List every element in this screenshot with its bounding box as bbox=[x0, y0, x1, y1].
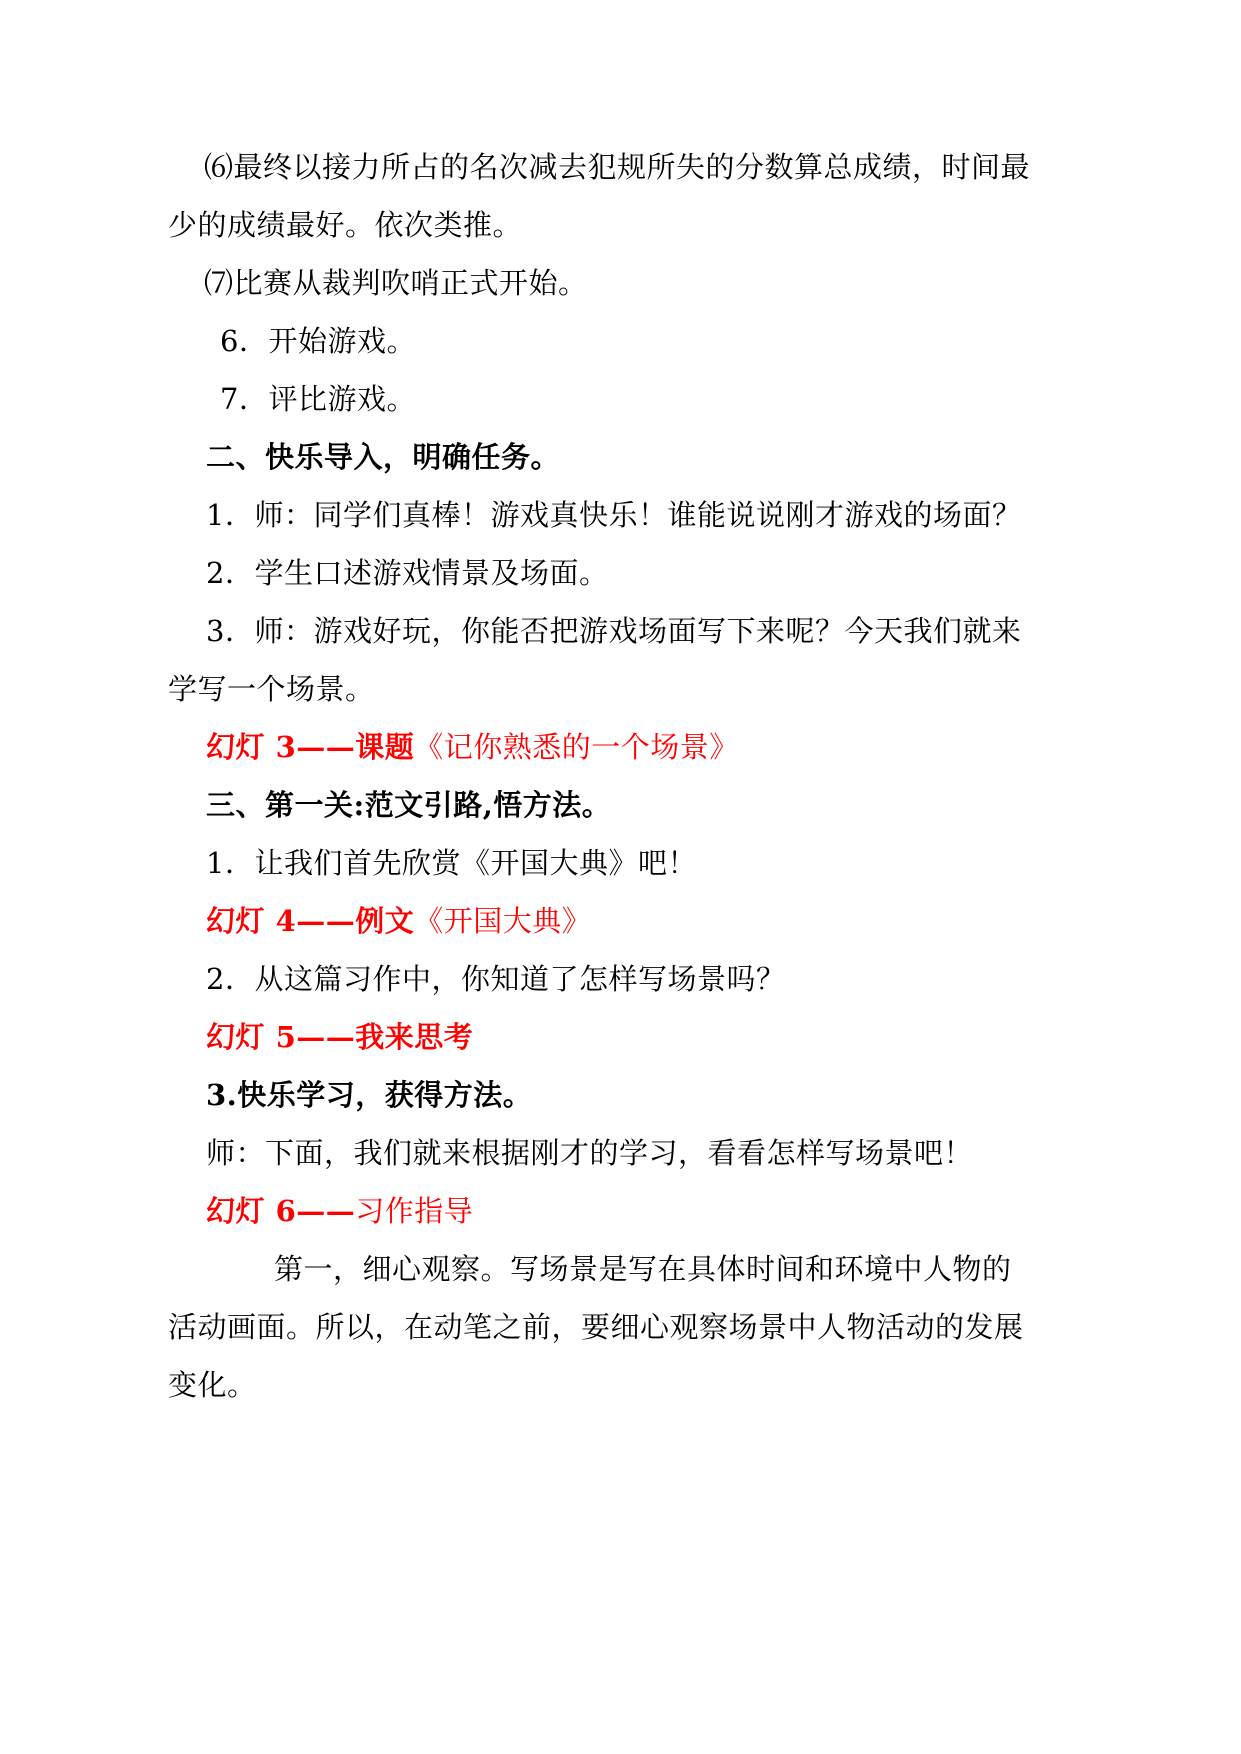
step-7: 7．评比游戏。 bbox=[220, 382, 416, 416]
item-2-question: 2．从这篇习作中，你知道了怎样写场景吗？ bbox=[206, 962, 786, 996]
paragraph-rule-7: ⑺比赛从裁判吹哨正式开始。 bbox=[204, 266, 588, 300]
slide-6-caption bbox=[206, 1191, 473, 1231]
slide-3-title: 《记你熟悉的一个场景》 bbox=[414, 730, 739, 764]
slide-3-caption bbox=[206, 727, 739, 767]
section-heading-2: 二、快乐导入，明确任务。 bbox=[206, 440, 561, 474]
slide-5-caption: 幻灯 5——我来思考 bbox=[206, 1020, 474, 1054]
slide-4-label: 幻灯 4——例文 bbox=[206, 904, 415, 938]
item-1-teacher: 1．师：同学们真棒！游戏真快乐！谁能说说刚才游戏的场面？ bbox=[206, 498, 1022, 532]
section-heading-3-1: 3.快乐学习，获得方法。 bbox=[206, 1078, 533, 1112]
step-6: 6．开始游戏。 bbox=[220, 324, 416, 358]
item-2-students: 2．学生口述游戏情景及场面。 bbox=[206, 556, 609, 590]
slide-3-label: 幻灯 3——课题 bbox=[206, 730, 415, 764]
section-heading-3: 三、第一关:范文引路,悟方法。 bbox=[206, 788, 612, 822]
guide-first-line1: 第一，细心观察。写场景是写在具体时间和环境中人物的 bbox=[274, 1252, 1012, 1286]
slide-6-label: 幻灯 6—— bbox=[206, 1194, 356, 1228]
guide-first-line3: 变化。 bbox=[168, 1368, 257, 1402]
slide-4-title: 《开国大典》 bbox=[414, 904, 592, 938]
slide-4-caption bbox=[206, 901, 591, 941]
paragraph-rule-6-line2: 少的成绩最好。依次类推。 bbox=[168, 208, 523, 242]
guide-first-line2: 活动画面。所以，在动笔之前，要细心观察场景中人物活动的发展 bbox=[168, 1310, 1024, 1344]
item-1-appreciate: 1．让我们首先欣赏《开国大典》吧！ bbox=[206, 846, 697, 880]
teacher-instruction: 师：下面，我们就来根据刚才的学习，看看怎样写场景吧！ bbox=[206, 1136, 974, 1170]
paragraph-rule-6-line1: ⑹最终以接力所占的名次减去犯规所失的分数算总成绩，时间最 bbox=[204, 150, 1031, 184]
slide-6-title: 习作指导 bbox=[355, 1194, 474, 1228]
item-3-teacher-line1: 3．师：游戏好玩，你能否把游戏场面写下来呢？今天我们就来 bbox=[206, 614, 1022, 648]
item-3-teacher-line2: 学写一个场景。 bbox=[168, 672, 375, 706]
